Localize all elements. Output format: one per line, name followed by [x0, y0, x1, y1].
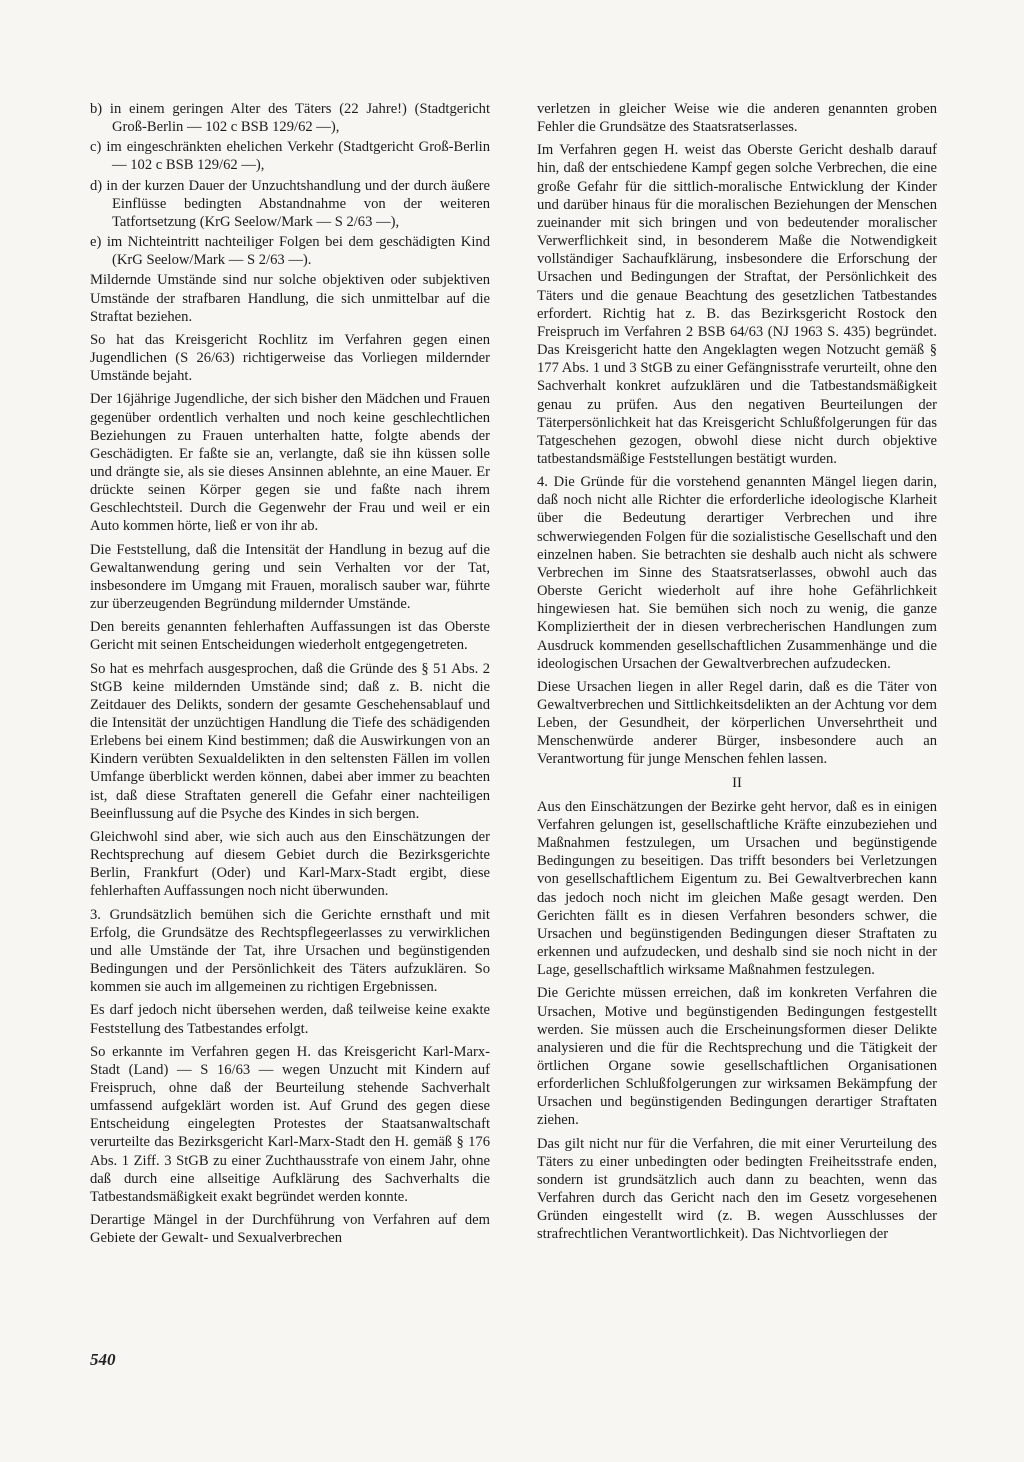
paragraph: So hat es mehrfach ausgesprochen, daß die Gründe des § 51 Abs. 2 StGB keine mildernden Umstände sind; daß z. B. nicht die Zeitdauer des Delikts, sondern der gesamte Geschehensablauf und die Intensität der unzüchtigen Handlung die Tiefe des schädigenden Erlebens bei einem Kind bestimmen; daß die Auswirkungen von an Kindern verübten Sexualdelikten in den seltensten Fällen im vollen Umfange überblickt werden können, dabei aber immer zu beachten ist, daß diese Straftaten generell die Gefahr einer nachteiligen Beeinflussung auf die Psyche des Kindes in sich bergen.: [90, 660, 490, 822]
paragraph: Der 16jährige Jugendliche, der sich bisher den Mädchen und Frauen gegenüber ordentlich verhalten und noch keine geschlechtlichen Beziehungen zu Frauen unterhalten hatte, folgte abends der Geschädigten. Er faßte sie an, verlangte, daß sie ihn küssen solle und drängte sie, als sie dieses Ansinnen ablehnte, an eine Mauer. Er drückte seinen Körper gegen sie und faßte nach ihrem Geschlechtsteil. Durch die Gegenwehr der Frau und weil er ein Auto kommen hörte, ließ er von ihr ab.: [90, 391, 490, 535]
list-item: e) im Nichteintritt nachteiliger Folgen bei dem geschädigten Kind (KrG Seelow/Mark — S 2/63 —).: [90, 234, 490, 269]
paragraph: Den bereits genannten fehlerhaften Auffassungen ist das Oberste Gericht mit seinen Entscheidungen wiederholt entgegengetreten.: [90, 619, 490, 654]
right-column: [537, 100, 937, 1249]
paragraph: So hat das Kreisgericht Rochlitz im Verfahren gegen einen Jugendlichen (S 26/63) richtigerweise das Vorliegen mildernder Umstände bejaht.: [90, 331, 490, 385]
left-column: [90, 100, 490, 1252]
paragraph: Die Gerichte müssen erreichen, daß im konkreten Verfahren die Ursachen, Motive und begünstigenden Bedingungen festgestellt werden. Sie müssen auch die Erscheinungsformen dieser Delikte analysieren und die für die Rechtsprechung und die Tätigkeit der örtlichen Organe sowie gesellschaftlichen Organisationen erforderlichen Schlußfolgerungen zur wirksamen Bekämpfung der Ursachen und begünstigenden Bedingungen derartiger Straftaten ziehen.: [537, 985, 937, 1129]
paragraph: So erkannte im Verfahren gegen H. das Kreisgericht Karl-Marx-Stadt (Land) — S 16/63 — wegen Unzucht mit Kindern auf Freispruch, ohne daß der Beurteilung stehende Sachverhalt umfassend aufgeklärt worden ist. Auf Grund des gegen diese Entscheidung eingelegten Protestes der Staatsanwaltschaft verurteilte das Bezirksgericht Karl-Marx-Stadt den H. gemäß § 176 Abs. 1 Ziff. 3 StGB zu einer Zuchthausstrafe von einem Jahr, ohne daß durch eine allseitige Aufklärung des Sachverhalts die Tatbestandsmäßigkeit exakt begründet werden konnte.: [90, 1043, 490, 1205]
paragraph: Derartige Mängel in der Durchführung von Verfahren auf dem Gebiete der Gewalt- und Sexualverbrechen: [90, 1212, 490, 1247]
paragraph: Das gilt nicht nur für die Verfahren, die mit einer Verurteilung des Täters zu einer unbedingten oder bedingten Freiheitsstrafe enden, sondern ist grundsätzlich auch dann zu beachten, wenn das Verfahren durch das Gericht nach den im Gesetz vorgesehenen Gründen eingestellt wird (z. B. wegen Ausschlusses der strafrechtlichen Verantwortlichkeit). Das Nichtvorliegen der: [537, 1135, 937, 1243]
paragraph: Aus den Einschätzungen der Bezirke geht hervor, daß es in einigen Verfahren gelungen ist, gesellschaftliche Kräfte einzubeziehen und Maßnahmen festzulegen, um Ursachen und begünstigende Bedingungen zu beseitigen. Das trifft besonders bei Verletzungen von gesellschaftlichem Eigentum zu. Bei Gewaltverbrechen kann das jedoch noch nicht im gleichen Maße gesagt werden. Den Gerichten fällt es in diesen Verfahren besonders schwer, die Ursachen und begünstigenden Bedingungen dieser Straftaten zu erkennen und aufzudecken, und deshalb sind sie noch nicht in der Lage, gesellschaftlich wirksame Maßnahmen festzulegen.: [537, 798, 937, 979]
paragraph: 3. Grundsätzlich bemühen sich die Gerichte ernsthaft und mit Erfolg, die Grundsätze des Rechtspflegeerlasses zu verwirklichen und alle Umstände der Tat, ihre Ursachen und begünstigenden Bedingungen und der Persönlichkeit des Täters aufzuklären. So kommen sie auch im allgemeinen zu richtigen Ergebnissen.: [90, 906, 490, 996]
paragraph: Mildernde Umstände sind nur solche objektiven oder subjektiven Umstände der strafbaren Handlung, die sich unmittelbar auf die Straftat beziehen.: [90, 272, 490, 325]
paragraph: verletzen in gleicher Weise wie die anderen genannten groben Fehler die Grundsätze des Staatsratserlasses.: [537, 101, 937, 136]
list-item: c) im eingeschränkten ehelichen Verkehr (Stadtgericht Groß-Berlin — 102 c BSB 129/62 —),: [90, 139, 490, 174]
page-number: 540: [90, 1350, 116, 1369]
paragraph: Im Verfahren gegen H. weist das Oberste Gericht deshalb darauf hin, daß der entschiedene Kampf gegen solche Verbrechen, die eine große Gefahr für die sittlich-moralische Entwicklung der Kinder und darüber hinaus für die moralischen Beziehungen der Menschen zueinander mit sich bringen und von bedeutender moralischer Verwerflichkeit sind, in besonderem Maße die Notwendigkeit vollständiger Sachaufklärung, insbesondere die Erforschung der Ursachen und Bedingungen der Straftat, der Persönlichkeit des Täters und die genaue Beachtung des gesetzlichen Tatbestandes erfordert. Richtig hat z. B. das Bezirksgericht Rostock den Freispruch im Verfahren 2 BSB 64/63 (NJ 1963 S. 435) begründet. Das Kreisgericht hatte den Angeklagten wegen Notzucht gemäß § 177 Abs. 1 und 3 StGB zu einer Gefängnisstrafe verurteilt, ohne den Sachverhalt konkret aufzuklären und die Tatbestandsmäßigkeit genau zu prüfen. Aus den negativen Beurteilungen der Täterpersönlichkeit hat das Kreisgericht Schlußfolgerungen für das Tatgeschehen gezogen, obwohl diese nicht durch objektive tatbestandsmäßige Feststellungen bestätigt wurden.: [537, 142, 937, 467]
paragraph: Gleichwohl sind aber, wie sich auch aus den Einschätzungen der Rechtsprechung auf diesem Gebiet durch die Bezirksgerichte Berlin, Frankfurt (Oder) und Karl-Marx-Stadt ergibt, diese fehlerhaften Auffassungen noch nicht überwunden.: [90, 828, 490, 900]
paragraph: 4. Die Gründe für die vorstehend genannten Mängel liegen darin, daß noch nicht alle Richter die erforderliche ideologische Klarheit über die Bedeutung derartiger Verbrechen und ihre schwerwiegenden Folgen für die sozialistische Gesellschaft und den einzelnen haben. Sie betrachten sie deshalb auch nicht als schwere Verbrechen im Sinne des Staatsratserlasses, obwohl auch das Oberste Gericht wiederholt auf ihre hohe Gefährlichkeit hingewiesen hat. Sie bemühen sich noch zu wenig, die ganze Kompliziertheit der in diesen verbrecherischen Handlungen zum Ausdruck kommenden gesellschaftlichen Zusammenhänge und die ideologischen Ursachen der Gewaltverbrechen aufzudecken.: [537, 474, 937, 672]
paragraph: Die Feststellung, daß die Intensität der Handlung in bezug auf die Gewaltanwendung gering und sein Verhalten vor der Tat, insbesondere im Umgang mit Frauen, moralisch sauber war, führte zur überzeugenden Begründung mildernder Umstände.: [90, 541, 490, 613]
paragraph: Es darf jedoch nicht übersehen werden, daß teilweise keine exakte Feststellung des Tatbestandes erfolgt.: [90, 1002, 490, 1037]
list-item: d) in der kurzen Dauer der Unzuchtshandlung und der durch äußere Einflüsse bedingten Abstandnahme von der weiteren Tatfortsetzung (KrG Seelow/Mark — S 2/63 —),: [90, 177, 490, 230]
paragraph: Diese Ursachen liegen in aller Regel darin, daß es die Täter von Gewaltverbrechen und Sittlichkeitsdelikten an der Achtung vor dem Leben, der Gesundheit, der körperlichen Unversehrtheit und Menschenwürde anderer Bürger, insbesondere auch an Verantwortung für junge Menschen fehlen lassen.: [537, 678, 937, 768]
list-item: b) in einem geringen Alter des Täters (22 Jahre!) (Stadtgericht Groß-Berlin — 102 c BSB 129/62 —),: [90, 101, 490, 136]
section-heading: II: [732, 774, 742, 791]
